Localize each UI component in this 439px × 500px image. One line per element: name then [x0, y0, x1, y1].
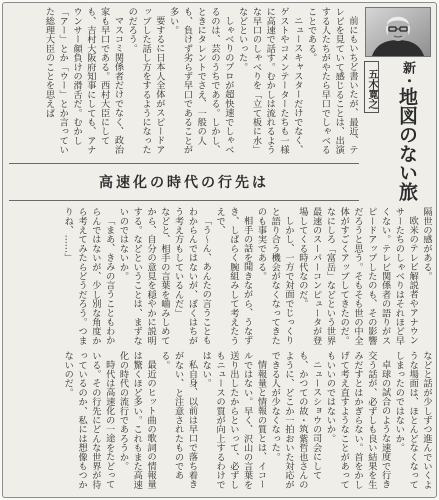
article-tier-top — [9, 7, 359, 159]
series-title-main: 地図のない旅 — [396, 87, 418, 201]
paragraph: 隔世の感がある。 — [421, 207, 432, 281]
paragraph: ニュースショウの司会にしても、かつての故・筑紫哲也さんのように、どこか一拍おいた対応ができる人が少なくなった。 — [269, 351, 322, 489]
paragraph: ニュースキャスターだけでなく、ゲストやコメンテーターたちも一様に高速で話す。むかしは流れるような早口のしゃべりを「立て板に水」などといった。 — [236, 7, 303, 155]
article-tier-bottom — [9, 351, 433, 491]
paragraph: 卓球の試合のような速度で行き交う話が、必ずしも良い結果を生みだすとはかぎらない。首をかしげて考え直すようなことがあってもいいのではないか。 — [324, 351, 391, 489]
paragraph: などと、相手の言葉を嚙みしめてから、自分の意見を穏やかに説明する。などということは、まずないのではないか。 — [117, 207, 170, 345]
paragraph: 私自身、以前は早口で落ち着きがない、と注意されたものである。 — [158, 351, 198, 489]
paragraph: などと話が少しずつ進んでいくような場面は、ほとんどなくなってしまったのではないか。 — [393, 351, 432, 489]
paragraph: 相手の話を聞きながら、うなずき、しばらく腕組みして考えたうえで、 — [214, 207, 253, 345]
series-title — [383, 61, 431, 205]
headline-band — [9, 163, 359, 201]
author-name: 五木寛之 — [364, 61, 379, 113]
paragraph: 情報量と情報の質とは、イコールではない。早く、沢山の言葉を送り出したからといって、必ずしもニュースの質が向上するわけではない。 — [200, 351, 267, 489]
paragraph: しかし、一方で対面でじっくりと語り合う機会がなくなってきたのも事実である。 — [255, 207, 295, 345]
paragraph: 「う～ん、あんたの言うこともわからんではないが、ぼくはちがう考え方もしているんだ」 — [172, 207, 212, 345]
paragraph: 欧米のテレビ解説者やアナウンサーたちのしゃべりはそれほど早くない。テレビ関係者の語りがスピードアップしたのも、その影響だろうと思う。そもそも世の中全体がすごくアップしてきたのだ。なにしろ「富岳」などという世界最速のスーパーコンピュータが登場してくる時代なのだ。 — [296, 207, 419, 345]
paragraph: 前にもいちど書いたが、最近、テレビを見ていて感じることは、出演する人たちがやたら早口でしゃべることである。 — [305, 7, 358, 155]
series-title-prefix: 新・ — [400, 61, 415, 87]
paragraph: 最近のヒット曲の歌詞の情報量は驚くほど多い。これもまた高速化の時代の流行であろうか。 — [117, 351, 157, 489]
paragraph: 時代は高速化の一途をたどっている。その行先にどんな世界が待っているのか、私には想像もつかないのだ。 — [62, 351, 115, 489]
paragraph: マスコミ関係者だけでなく、政治家も早口である。西村大臣にしても、吉村大阪府知事にしても、アナウンサー顔負けの滑舌だ。むかし「アー」とか「ウー」とか言っていた総理大臣のことを思えば — [43, 7, 124, 155]
paragraph: しゃべりのプロが超快速でしゃべるのは、芸のうちである。しかし、ときにタレントでさえ、一般の人も、負けず劣らず早口であることが多い。 — [167, 7, 234, 155]
portrait-image — [366, 8, 430, 56]
author-photo — [365, 7, 431, 57]
paragraph: 要するに日本人全体がスピードアップした話し方をするようになったのだろう。 — [126, 7, 165, 155]
paragraph: 「まあ、きみの言うこともわからんではないが、少し別な角度から考えてみたらどうだろう。つまりね、……」 — [62, 207, 115, 345]
article-tier-middle — [9, 207, 433, 347]
headline: 高速化の時代の行先は — [99, 175, 269, 191]
newspaper-clipping — [2, 2, 437, 498]
